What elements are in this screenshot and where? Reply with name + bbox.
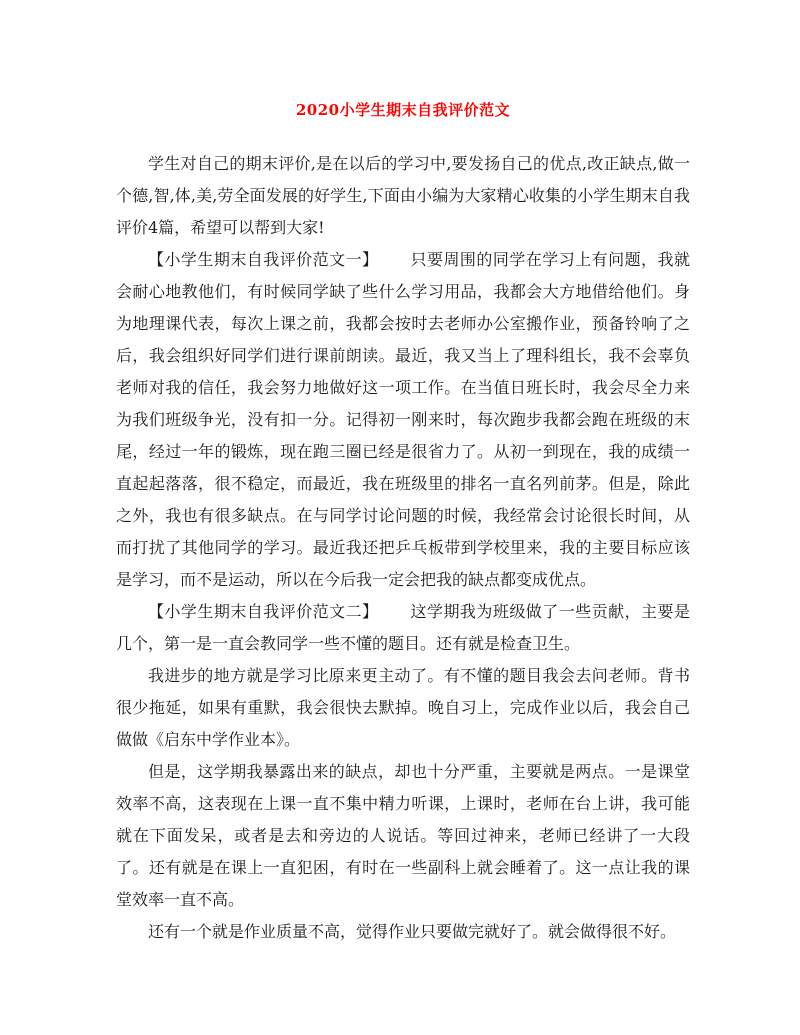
intro-paragraph bbox=[116, 148, 690, 244]
paragraph-text: 还有一个就是作业质量不高，觉得作业只要做完就好了。就会做得很不好。 bbox=[148, 922, 677, 941]
essay-two-paragraph bbox=[116, 596, 690, 660]
paragraph-text: 只要周围的同学在学习上有问题，我就会耐心地教他们，有时候同学缺了些什么学习用品，我都会大方地借给他们。身为地理课代表，每次上课之前，我都会按时去老师办公室搬作业，预备铃响了之后，我会组织好同学们进行课前朗读。最近，我又当上了理科组长，我不会辜负老师对我的信任，我会努力地做好这一项工作。在当值日班长时，我会尽全力来为我们班级争光，没有扣一分。记得初一刚来时，每次跑步我都会跑在班级的末尾，经过一年的锻炼，现在跑三圈已经是很省力了。从初一到现在，我的成绩一直起起落落，很不稳定，而最近，我在班级里的排名一直名列前茅。但是，除此之外，我也有很多缺点。在与同学讨论问题的时候，我经常会讨论很长时间，从而打扰了其他同学的学习。最近我还把乒乓板带到学校里来，我的主要目标应该是学习，而不是运动，所以在今后我一定会把我的缺点都变成优点。 bbox=[116, 250, 690, 589]
paragraph-text: 这学期我为班级做了一些贡献，主要是几个，第一是一直会教同学一些不懂的题目。还有就是检查卫生。 bbox=[116, 602, 690, 653]
essay-one-paragraph bbox=[116, 244, 690, 596]
paragraph-text: 但是，这学期我暴露出来的缺点，却也十分严重，主要就是两点。一是课堂效率不高，这表现在上课一直不集中精力听课，上课时，老师在台上讲，我可能就在下面发呆，或者是去和旁边的人说话。等回过神来，老师已经讲了一大段了。还有就是在课上一直犯困，有时在一些副科上就会睡着了。这一点让我的课堂效率一直不高。 bbox=[116, 762, 690, 909]
section-heading-essay-one: 【小学生期末自我评价范文一】 bbox=[148, 250, 379, 269]
page-title: 2020小学生期末自我评价范文 bbox=[295, 101, 511, 119]
progress-paragraph bbox=[116, 660, 690, 756]
section-heading-essay-two: 【小学生期末自我评价范文二】 bbox=[148, 602, 379, 621]
paragraph-text: 学生对自己的期末评价,是在以后的学习中,要发扬自己的优点,改正缺点,做一个德,智,体,美,劳全面发展的好学生,下面由小编为大家精心收集的小学生期末自我评价4篇，希望可以帮到大家! bbox=[116, 154, 690, 237]
homework-paragraph bbox=[116, 916, 690, 948]
paragraph-text: 我进步的地方就是学习比原来更主动了。有不懂的题目我会去问老师。背书很少拖延，如果有重默，我会很快去默掉。晚自习上，完成作业以后，我会自己做做《启东中学作业本》。 bbox=[116, 666, 690, 749]
shortcomings-paragraph bbox=[116, 756, 690, 916]
